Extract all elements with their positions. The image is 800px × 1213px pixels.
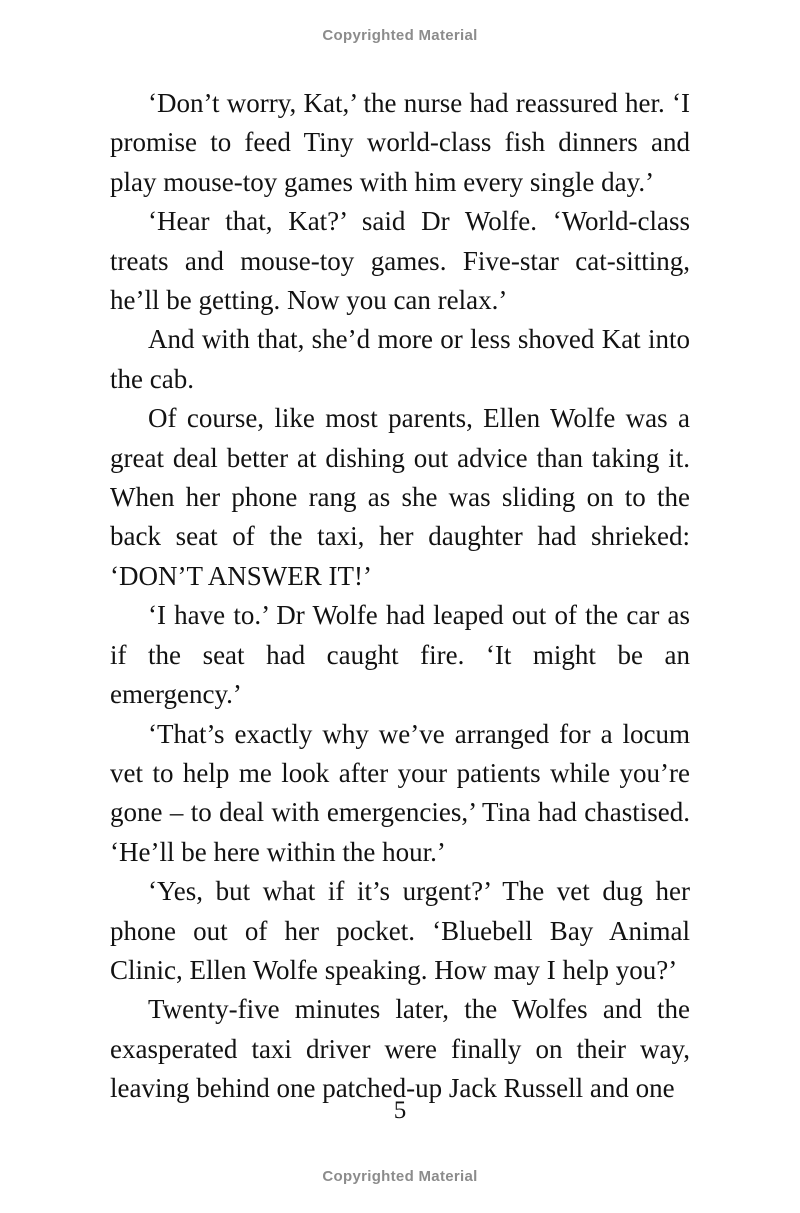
paragraph: ‘That’s exactly why we’ve arranged for a locum vet to help me look after your patients while you’re gone – to deal with emergencies,’ Tina had chastised. ‘He’ll be here within the hour.’ bbox=[110, 718, 690, 867]
page-number: 5 bbox=[393, 1097, 407, 1124]
copyright-notice-bottom: Copyrighted Material bbox=[322, 1168, 478, 1185]
paragraph: And with that, she’d more or less shoved Kat into the cab. bbox=[110, 324, 690, 394]
copyright-notice-top: Copyrighted Material bbox=[322, 27, 478, 44]
paragraph: Of course, like most parents, Ellen Wolfe was a great deal better at dishing out advice than taking it. When her phone rang as she was sliding on to the back seat of the taxi, her daughter had shrieked: ‘DON’T ANSWER IT!’ bbox=[110, 403, 690, 591]
paragraph: ‘I have to.’ Dr Wolfe had leaped out of the car as if the seat had caught fire. ‘It might be an emergency.’ bbox=[110, 600, 690, 710]
paragraph: ‘Don’t worry, Kat,’ the nurse had reassured her. ‘I promise to feed Tiny world-class fish dinners and play mouse-toy games with him every single day.’ bbox=[110, 88, 690, 197]
body-text bbox=[110, 84, 690, 1109]
paragraph: Twenty-five minutes later, the Wolfes and the exasperated taxi driver were finally on their way, leaving behind one patched-up Jack Russell and one bbox=[110, 994, 690, 1104]
paragraph: ‘Yes, but what if it’s urgent?’ The vet dug her phone out of her pocket. ‘Bluebell Bay Animal Clinic, Ellen Wolfe speaking. How may I help you?’ bbox=[110, 876, 690, 985]
paragraph: ‘Hear that, Kat?’ said Dr Wolfe. ‘World-class treats and mouse-toy games. Five-star cat-sitting, he’ll be getting. Now you can relax.’ bbox=[110, 206, 690, 316]
